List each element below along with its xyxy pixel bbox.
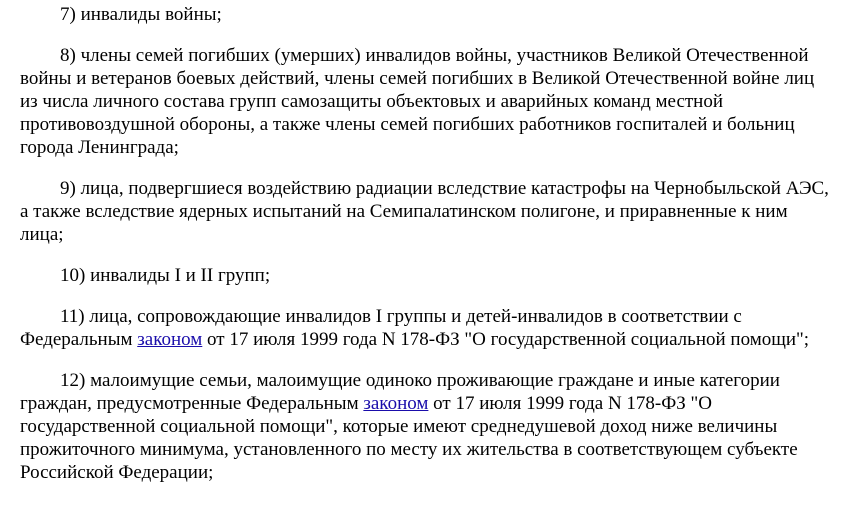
paragraph-item-7: 7) инвалиды войны; xyxy=(60,4,222,25)
paragraph-text-after-link: от 17 июля 1999 года N 178-ФЗ "О государственной социальной помощи"; xyxy=(202,329,810,350)
paragraph-item-10: 10) инвалиды I и II групп; xyxy=(60,265,271,286)
paragraph-item-12 xyxy=(0,369,850,484)
law-link[interactable]: законом xyxy=(137,329,203,350)
paragraph-spacer xyxy=(0,159,850,177)
law-link[interactable]: законом xyxy=(363,393,429,414)
paragraph-item-9: 9) лица, подвергшиеся воздействию радиации вследствие катастрофы на Чернобыльской АЭС, а также вследствие ядерных испытаний на Семипалатинском полигоне, и приравненные к ним лица; xyxy=(20,178,829,245)
paragraph-spacer xyxy=(0,287,850,305)
paragraph-spacer xyxy=(0,26,850,44)
paragraph-text-after-link: от 17 июля 1999 года N 178-ФЗ "О государственной социальной помощи", которые имеют среднедушевой доход ниже величины прожиточного минимума, установленного по месту их жительства в соответствующем субъекте Российской Федерации; xyxy=(20,393,798,483)
paragraph-text-before-link: 11) лица, сопровождающие инвалидов I группы и детей-инвалидов в соответствии с Федеральным xyxy=(20,306,742,350)
paragraph-spacer xyxy=(0,351,850,369)
paragraph-text-before-link: 12) малоимущие семьи, малоимущие одиноко проживающие граждане и иные категории граждан, предусмотренные Федеральным xyxy=(20,370,780,414)
paragraph-item-8: 8) члены семей погибших (умерших) инвалидов войны, участников Великой Отечественной войны и ветеранов боевых действий, члены семей погибших в Великой Отечественной войне лиц из числа личного состава групп самозащиты объектовых и аварийных команд местной противовоздушной обороны, а также члены семей погибших работников госпиталей и больниц города Ленинграда; xyxy=(20,45,815,158)
paragraph-item-11 xyxy=(0,305,850,351)
paragraph-spacer xyxy=(0,246,850,264)
